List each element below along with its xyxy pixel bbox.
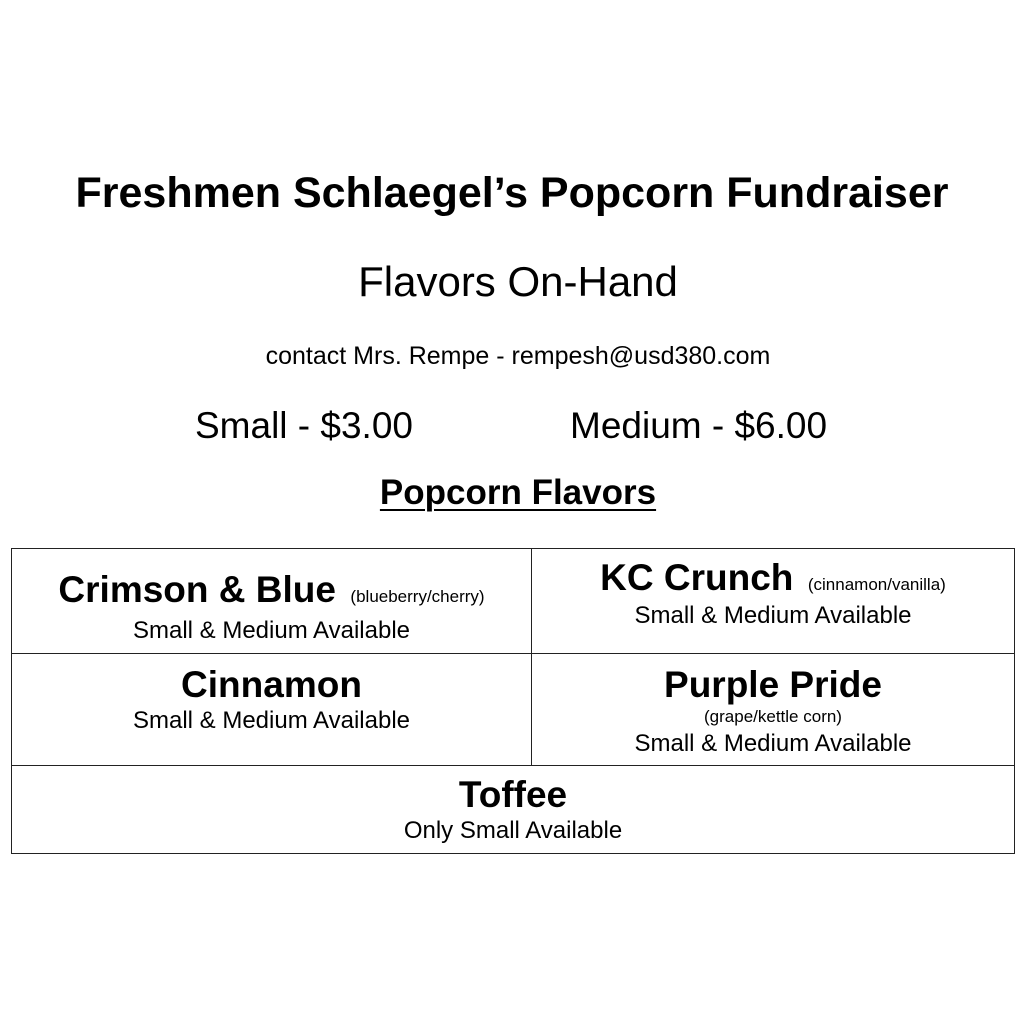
flavor-name: KC Crunch xyxy=(600,557,794,598)
flavor-name: Toffee xyxy=(458,774,568,815)
flavor-availability: Small & Medium Available xyxy=(634,602,912,629)
flavor-cell-toffee xyxy=(12,766,1014,853)
contact-line: contact Mrs. Rempe - rempesh@usd380.com xyxy=(265,342,771,370)
flavor-note: (cinnamon/vanilla) xyxy=(807,575,946,594)
flavor-availability: Small & Medium Available xyxy=(634,730,912,757)
flavor-cell-cinnamon xyxy=(12,654,532,765)
flavor-cell-crimson-blue xyxy=(12,549,532,653)
table-row xyxy=(12,549,1014,654)
table-row xyxy=(12,654,1014,766)
flavor-availability: Small & Medium Available xyxy=(132,707,411,734)
price-small: Small - $3.00 xyxy=(195,405,413,446)
flavor-name: Crimson & Blue xyxy=(58,569,336,610)
table-row xyxy=(12,766,1014,853)
flavor-name: Cinnamon xyxy=(181,664,362,705)
flavor-availability: Small & Medium Available xyxy=(132,617,411,644)
flavor-table xyxy=(11,548,1015,854)
flavors-heading: Popcorn Flavors xyxy=(379,473,657,512)
flavor-note: (grape/kettle corn) xyxy=(704,707,842,726)
flavor-cell-kc-crunch xyxy=(532,549,1014,653)
flavor-note: (blueberry/cherry) xyxy=(350,587,485,606)
flavor-availability: Only Small Available xyxy=(403,817,623,844)
page-subtitle: Flavors On-Hand xyxy=(358,258,678,305)
flavor-cell-purple-pride xyxy=(532,654,1014,765)
flavor-name: Purple Pride xyxy=(664,664,882,705)
page-title: Freshmen Schlaegel’s Popcorn Fundraiser xyxy=(75,169,949,217)
price-medium: Medium - $6.00 xyxy=(570,405,828,446)
